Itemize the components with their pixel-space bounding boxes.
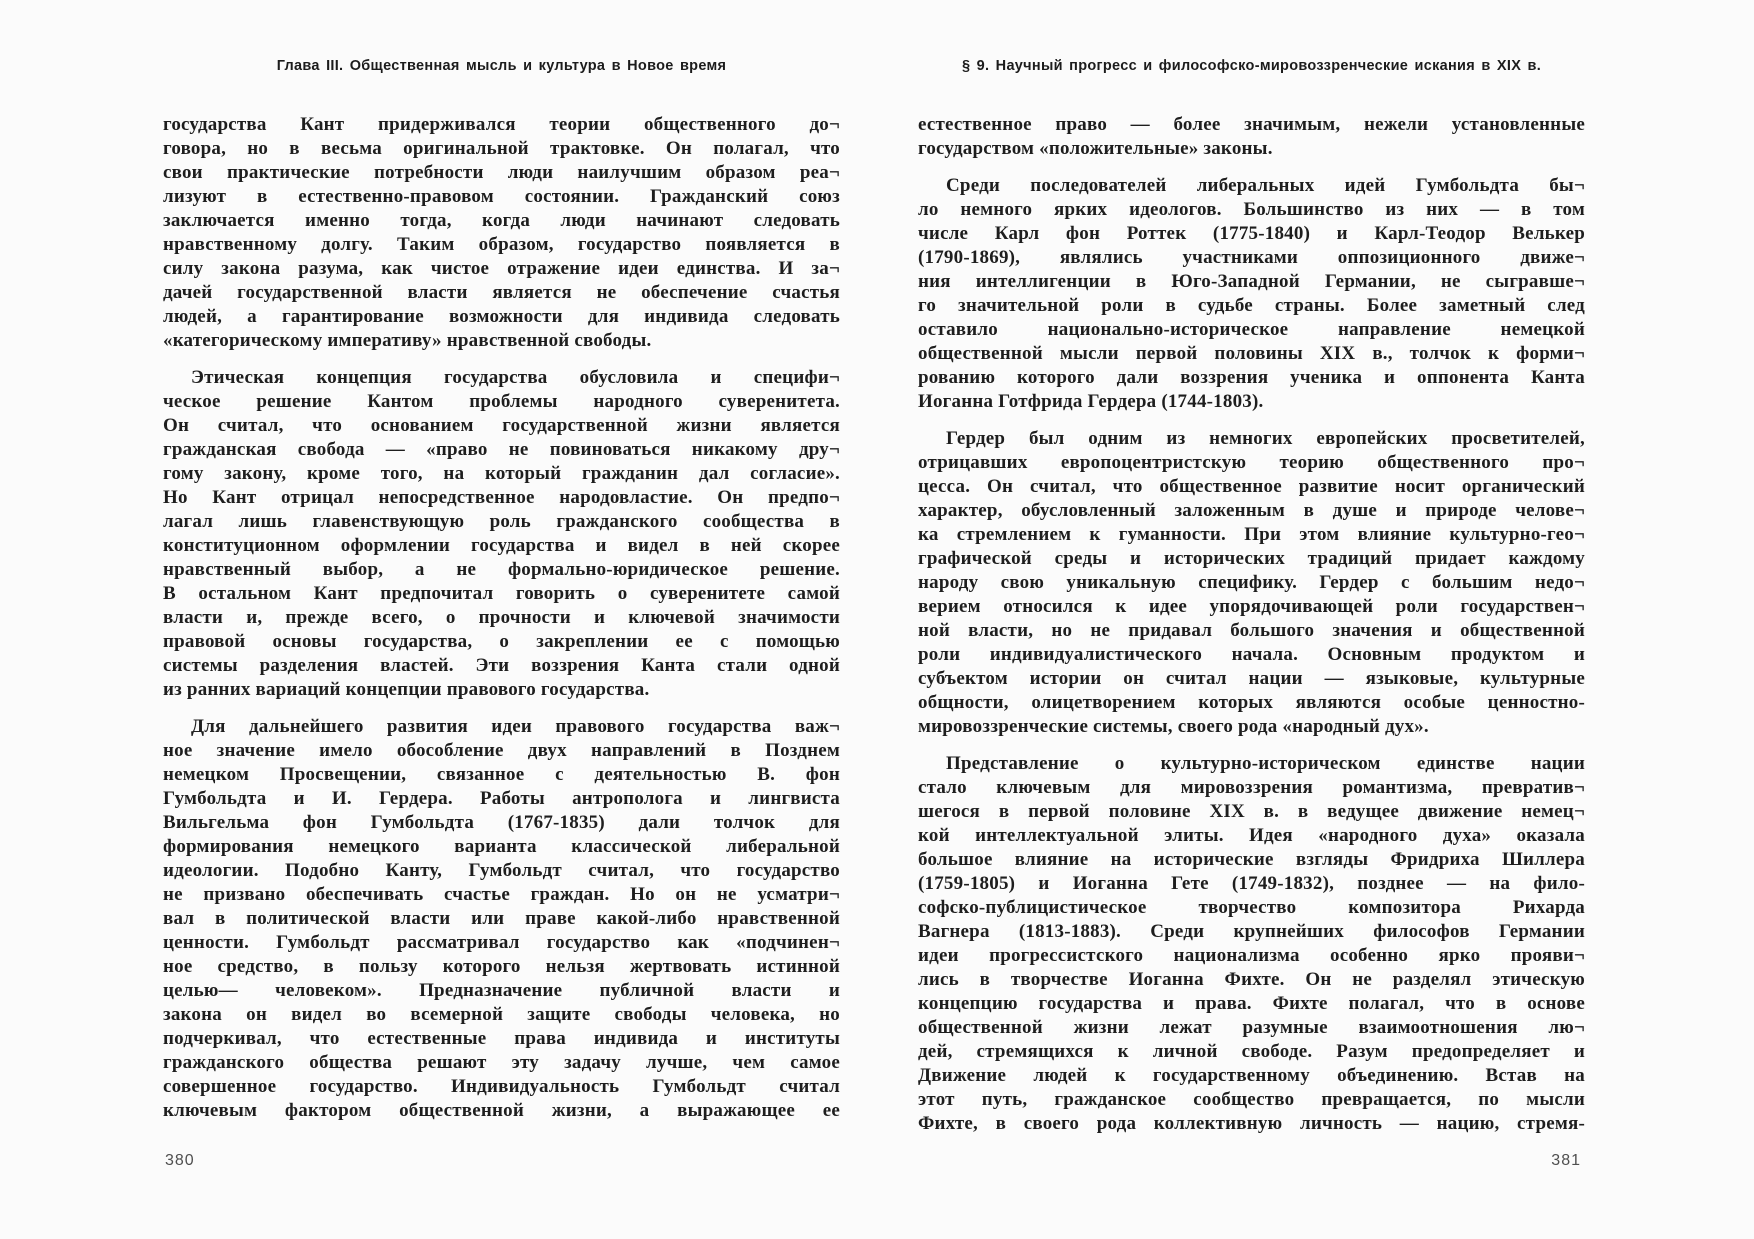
text-line: правовой основы государства, о закреплении ее с помощью (163, 631, 840, 652)
paragraph (163, 715, 840, 1123)
text-line: Но Кант отрицал непосредственное народовластие. Он предпо¬ (163, 487, 840, 508)
text-line: целью— человеком». Предназначение публичной власти и (163, 980, 840, 1001)
text-line: нравственному долгу. Таким образом, государство появляется в (163, 234, 840, 255)
text-line: лагал лишь главенствующую роль гражданского сообщества в (163, 511, 840, 532)
paragraph (918, 174, 1585, 414)
text-line: графической среды и исторических традиций придает каждому (918, 548, 1585, 569)
text-line: немецком Просвещении, связанное с деятельностью В. фон (163, 764, 840, 785)
running-header-section: § 9. Научный прогресс и философско-мировоззренческие искания в XIX в. (961, 58, 1542, 74)
text-line: большое влияние на исторические взгляды Фридриха Шиллера (918, 849, 1585, 870)
text-line: заключается именно тогда, когда люди начинают следовать (163, 210, 840, 231)
text-line: Движение людей к государственному объединению. Встав на (918, 1065, 1585, 1086)
text-line: Вагнера (1813-1883). Среди крупнейших философов Германии (918, 921, 1585, 942)
text-line: народу свою уникальную специфику. Гердер с большим недо¬ (918, 572, 1585, 593)
text-line: власти и, прежде всего, о прочности и ключевой значимости (163, 607, 840, 628)
text-line: верием относился к идее упорядочивающей роли государствен¬ (918, 596, 1585, 617)
text-line: ческое решение Кантом проблемы народного суверенитета. (163, 391, 840, 412)
text-line: нравственный выбор, а не формально-юридическое решение. (163, 559, 840, 580)
page-body (918, 113, 1585, 1136)
text-line: Гумбольдта и И. Гердера. Работы антрополога и лингвиста (163, 788, 840, 809)
text-line: общественной жизни лежат разумные взаимоотношения лю¬ (918, 1017, 1585, 1038)
text-line: го значительной роли в судьбе страны. Более заметный след (918, 295, 1585, 316)
text-line: ния интеллигенции в Юго-Западной Германии, не сыгравше¬ (918, 271, 1585, 292)
text-line: закона он видел во всемерной защите свободы человека, но (163, 1004, 840, 1025)
text-line: этот путь, гражданское сообщество превращается, по мысли (918, 1089, 1585, 1110)
text-line: ключевым фактором общественной жизни, а выражающее ее (163, 1100, 840, 1121)
text-line: ное значение имело обособление двух направлений в Позднем (163, 740, 840, 761)
text-line: Представление о культурно-историческом единстве нации (946, 753, 1585, 774)
text-line: конституционном оформлении государства и видел в ней скорее (163, 535, 840, 556)
text-line: Вильгельма фон Гумбольдта (1767-1835) дали толчок для (163, 812, 840, 833)
paragraph (918, 113, 1585, 161)
text-line: ка стремлением к гуманности. При этом влияние культурно-гео¬ (918, 524, 1585, 545)
text-line: идеи прогрессистского национализма особенно ярко прояви¬ (918, 945, 1585, 966)
page-body (163, 113, 840, 1123)
text-line: шегося в первой половине XIX в. в ведущее движение немец¬ (918, 801, 1585, 822)
text-line: кой интеллектуальной элиты. Идея «народного духа» оказала (918, 825, 1585, 846)
page-right (918, 0, 1585, 1239)
text-line: Для дальнейшего развития идеи правового государства важ¬ (191, 716, 840, 737)
text-line: отрицавших европоцентристскую теорию общественного про¬ (918, 452, 1585, 473)
text-line: «категорическому императиву» нравственной свободы. (163, 330, 652, 351)
text-line: Гердер был одним из немногих европейских просветителей, (946, 428, 1585, 449)
text-line: силу закона разума, как чистое отражение идеи единства. И за¬ (163, 258, 840, 279)
text-line: оставило национально-историческое направление немецкой (918, 319, 1585, 340)
running-header-chapter: Глава III. Общественная мысль и культура в Новое время (276, 58, 727, 74)
text-line: не призвано обеспечивать счастье граждан. Но он не усматри¬ (163, 884, 840, 905)
text-line: Фихте, в своего рода коллективную личность — нацию, стремя- (918, 1113, 1585, 1134)
text-line: идеологии. Подобно Канту, Гумбольдт считал, что государство (163, 860, 840, 881)
text-line: дачей государственной власти является не обеспечение счастья (163, 282, 840, 303)
text-line: общности, олицетворением которых являются особые ценностно- (918, 692, 1585, 713)
text-line: общественной мысли первой половины XIX в., толчок к форми¬ (918, 343, 1585, 364)
text-line: мировоззренческие системы, своего рода «народный дух». (918, 716, 1429, 737)
text-line: концепцию государства и права. Фихте полагал, что в основе (918, 993, 1585, 1014)
text-line: дей, стремящихся к личной свободе. Разум предопределяет и (918, 1041, 1585, 1062)
text-line: системы разделения властей. Эти воззрения Канта стали одной (163, 655, 840, 676)
text-line: государством «положительные» законы. (918, 138, 1273, 159)
text-line: людей, а гарантирование возможности для индивида следовать (163, 306, 840, 327)
paragraph (918, 752, 1585, 1136)
text-line: рованию которого дали воззрения ученика и оппонента Канта (918, 367, 1585, 388)
text-line: ло немного ярких идеологов. Большинство из них — в том (918, 199, 1585, 220)
text-line: ценности. Гумбольдт рассматривал государство как «подчинен¬ (163, 932, 840, 953)
text-line: гому закону, кроме того, на который гражданин дал согласие». (163, 463, 840, 484)
text-line: гражданская свобода — «право не повиноваться никакому дру¬ (163, 439, 840, 460)
text-line: (1759-1805) и Иоганна Гете (1749-1832), позднее — на фило- (918, 873, 1585, 894)
text-line: лись в творчестве Иоганна Фихте. Он не разделял этическую (918, 969, 1585, 990)
paragraph (163, 366, 840, 702)
text-line: лизуют в естественно-правовом состоянии. Гражданский союз (163, 186, 840, 207)
text-line: субъектом истории он считал нации — языковые, культурные (918, 668, 1585, 689)
text-line: гражданского общества решают эту задачу лучше, чем самое (163, 1052, 840, 1073)
text-line: формирования немецкого варианта классической либеральной (163, 836, 840, 857)
text-line: роли индивидуалистического начала. Основным продуктом и (918, 644, 1585, 665)
text-line: ной власти, но не придавал большого значения и общественной (918, 620, 1585, 641)
text-line: Он считал, что основанием государственной жизни является (163, 415, 840, 436)
text-line: стало ключевым для мировоззрения романтизма, превратив¬ (918, 777, 1585, 798)
text-line: естественное право — более значимым, нежели установленные (918, 114, 1585, 135)
text-line: совершенное государство. Индивидуальность Гумбольдт считал (163, 1076, 840, 1097)
text-line: свои практические потребности люди наилучшим образом реа¬ (163, 162, 840, 183)
page-left (163, 0, 840, 1239)
text-line: подчеркивал, что естественные права индивида и институты (163, 1028, 840, 1049)
text-line: цесса. Он считал, что общественное развитие носит органический (918, 476, 1585, 497)
text-line: Иоганна Готфрида Гердера (1744-1803). (918, 391, 1264, 412)
text-line: числе Карл фон Роттек (1775-1840) и Карл-Теодор Велькер (918, 223, 1585, 244)
page-number: 381 (1551, 1152, 1581, 1169)
text-line: ное средство, в пользу которого нельзя жертвовать истинной (163, 956, 840, 977)
text-line: В остальном Кант предпочитал говорить о суверенитете самой (163, 583, 840, 604)
text-line: вал в политической власти или праве какой-либо нравственной (163, 908, 840, 929)
paragraph (918, 427, 1585, 739)
page-number: 380 (165, 1152, 195, 1169)
text-line: характер, обусловленный заложенным в душе и природе челове¬ (918, 500, 1585, 521)
text-line: говора, но в весьма оригинальной трактовке. Он полагал, что (163, 138, 840, 159)
text-line: из ранних вариаций концепции правового государства. (163, 679, 650, 700)
text-line: (1790-1869), являлись участниками оппозиционного движе¬ (918, 247, 1585, 268)
text-line: государства Кант придерживался теории общественного до¬ (163, 114, 840, 135)
text-line: софско-публицистическое творчество композитора Рихарда (918, 897, 1585, 918)
text-line: Среди последователей либеральных идей Гумбольдта бы¬ (946, 175, 1585, 196)
text-line: Этическая концепция государства обусловила и специфи¬ (191, 367, 840, 388)
paragraph (163, 113, 840, 353)
